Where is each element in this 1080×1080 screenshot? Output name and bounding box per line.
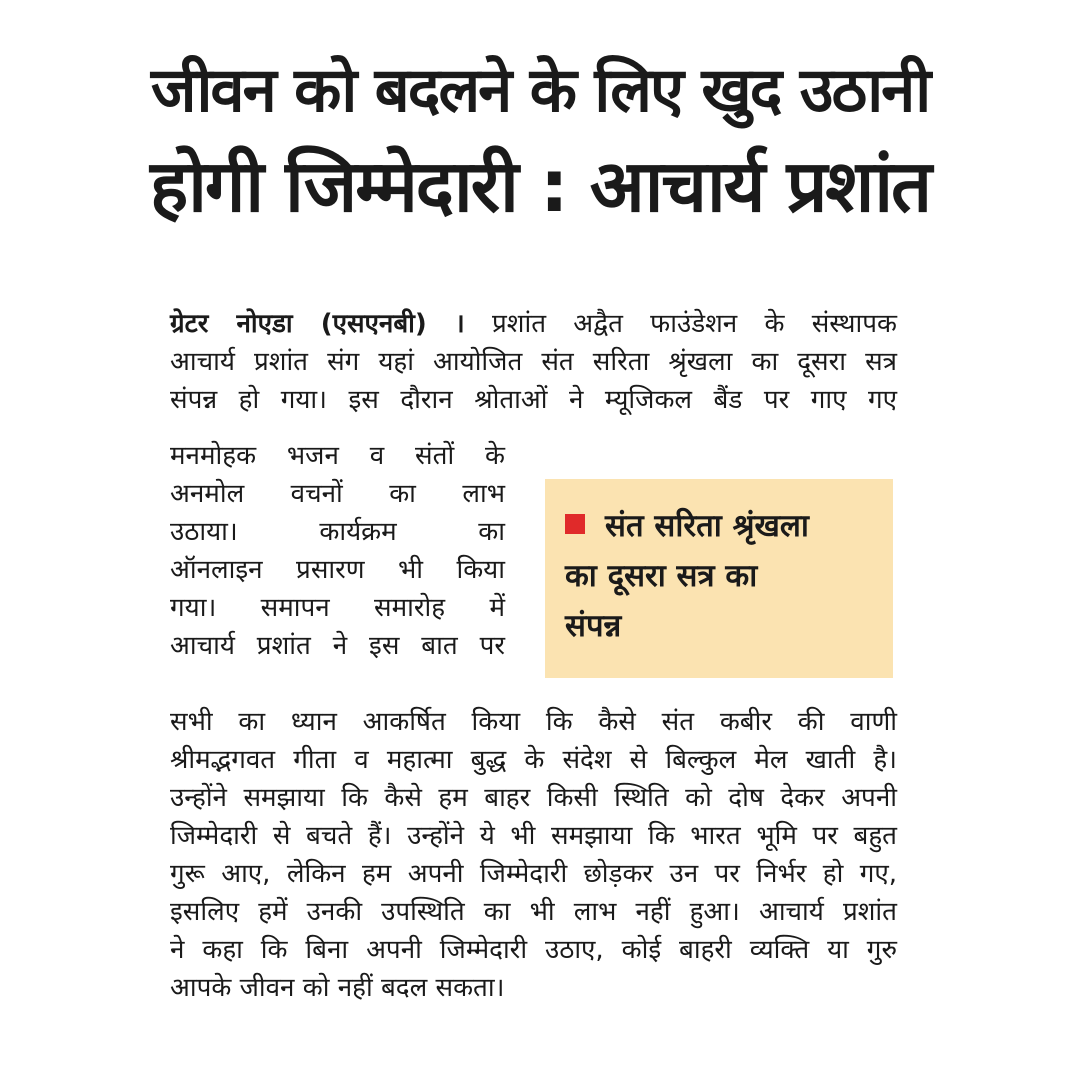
pullquote-line-1	[565, 501, 875, 551]
middle-line-1: मनमोहक भजन व संतों के	[170, 441, 505, 471]
intro-line-3: संपन्न हो गया। इस दौरान श्रोताओं ने म्यूजिकल बैंड पर गाए गए	[170, 385, 897, 415]
pullquote-text	[565, 501, 875, 651]
red-square-bullet-icon	[565, 514, 585, 534]
intro-line-2: आचार्य प्रशांत संग यहां आयोजित संत सरिता श्रृंखला का दूसरा सत्र	[170, 347, 897, 377]
middle-line-5: गया। समापन समारोह में	[170, 593, 505, 623]
pullquote-line-1-text: संत सरिता श्रृंखला	[605, 508, 809, 544]
bottom-line-4: जिम्मेदारी से बचते हैं। उन्होंने ये भी समझाया कि भारत भूमि पर बहुत	[170, 821, 897, 851]
middle-column-text	[170, 437, 505, 665]
headline-line-1: जीवन को बदलने के लिए खुद उठानी	[150, 54, 930, 126]
bottom-line-8: आपके जीवन को नहीं बदल सकता।	[170, 973, 505, 1003]
bottom-line-7: ने कहा कि बिना अपनी जिम्मेदारी उठाए, कोई बाहरी व्यक्ति या गुरु	[170, 935, 897, 965]
middle-line-6: आचार्य प्रशांत ने इस बात पर	[170, 631, 505, 661]
dateline: ग्रेटर नोएडा (एसएनबी) ।	[170, 309, 465, 339]
closing-paragraph	[170, 703, 897, 1007]
headline	[150, 42, 930, 234]
bottom-line-6: इसलिए हमें उनकी उपस्थिति का भी लाभ नहीं हुआ। आचार्य प्रशांत	[170, 897, 897, 927]
bottom-line-1: सभी का ध्यान आकर्षित किया कि कैसे संत कबीर की वाणी	[170, 707, 897, 737]
pullquote-box	[545, 479, 893, 678]
middle-line-2: अनमोल वचनों का लाभ	[170, 479, 505, 509]
headline-line-2: होगी जिम्मेदारी : आचार्य प्रशांत	[150, 144, 931, 228]
intro-paragraph	[170, 305, 897, 419]
pullquote-line-3: संपन्न	[565, 608, 622, 644]
intro-line-1	[170, 305, 897, 343]
middle-line-3: उठाया। कार्यक्रम का	[170, 517, 505, 547]
intro-line-1-text: प्रशांत अद्वैत फाउंडेशन के संस्थापक	[464, 309, 897, 339]
middle-line-4: ऑनलाइन प्रसारण भी किया	[170, 555, 505, 585]
pullquote-line-2: का दूसरा सत्र का	[565, 558, 758, 594]
bottom-line-2: श्रीमद्भगवत गीता व महात्मा बुद्ध के संदेश से बिल्कुल मेल खाती है।	[170, 745, 897, 775]
bottom-line-3: उन्होंने समझाया कि कैसे हम बाहर किसी स्थिति को दोष देकर अपनी	[170, 783, 897, 813]
bottom-line-5: गुरू आए, लेकिन हम अपनी जिम्मेदारी छोड़कर उन पर निर्भर हो गए,	[170, 859, 897, 889]
